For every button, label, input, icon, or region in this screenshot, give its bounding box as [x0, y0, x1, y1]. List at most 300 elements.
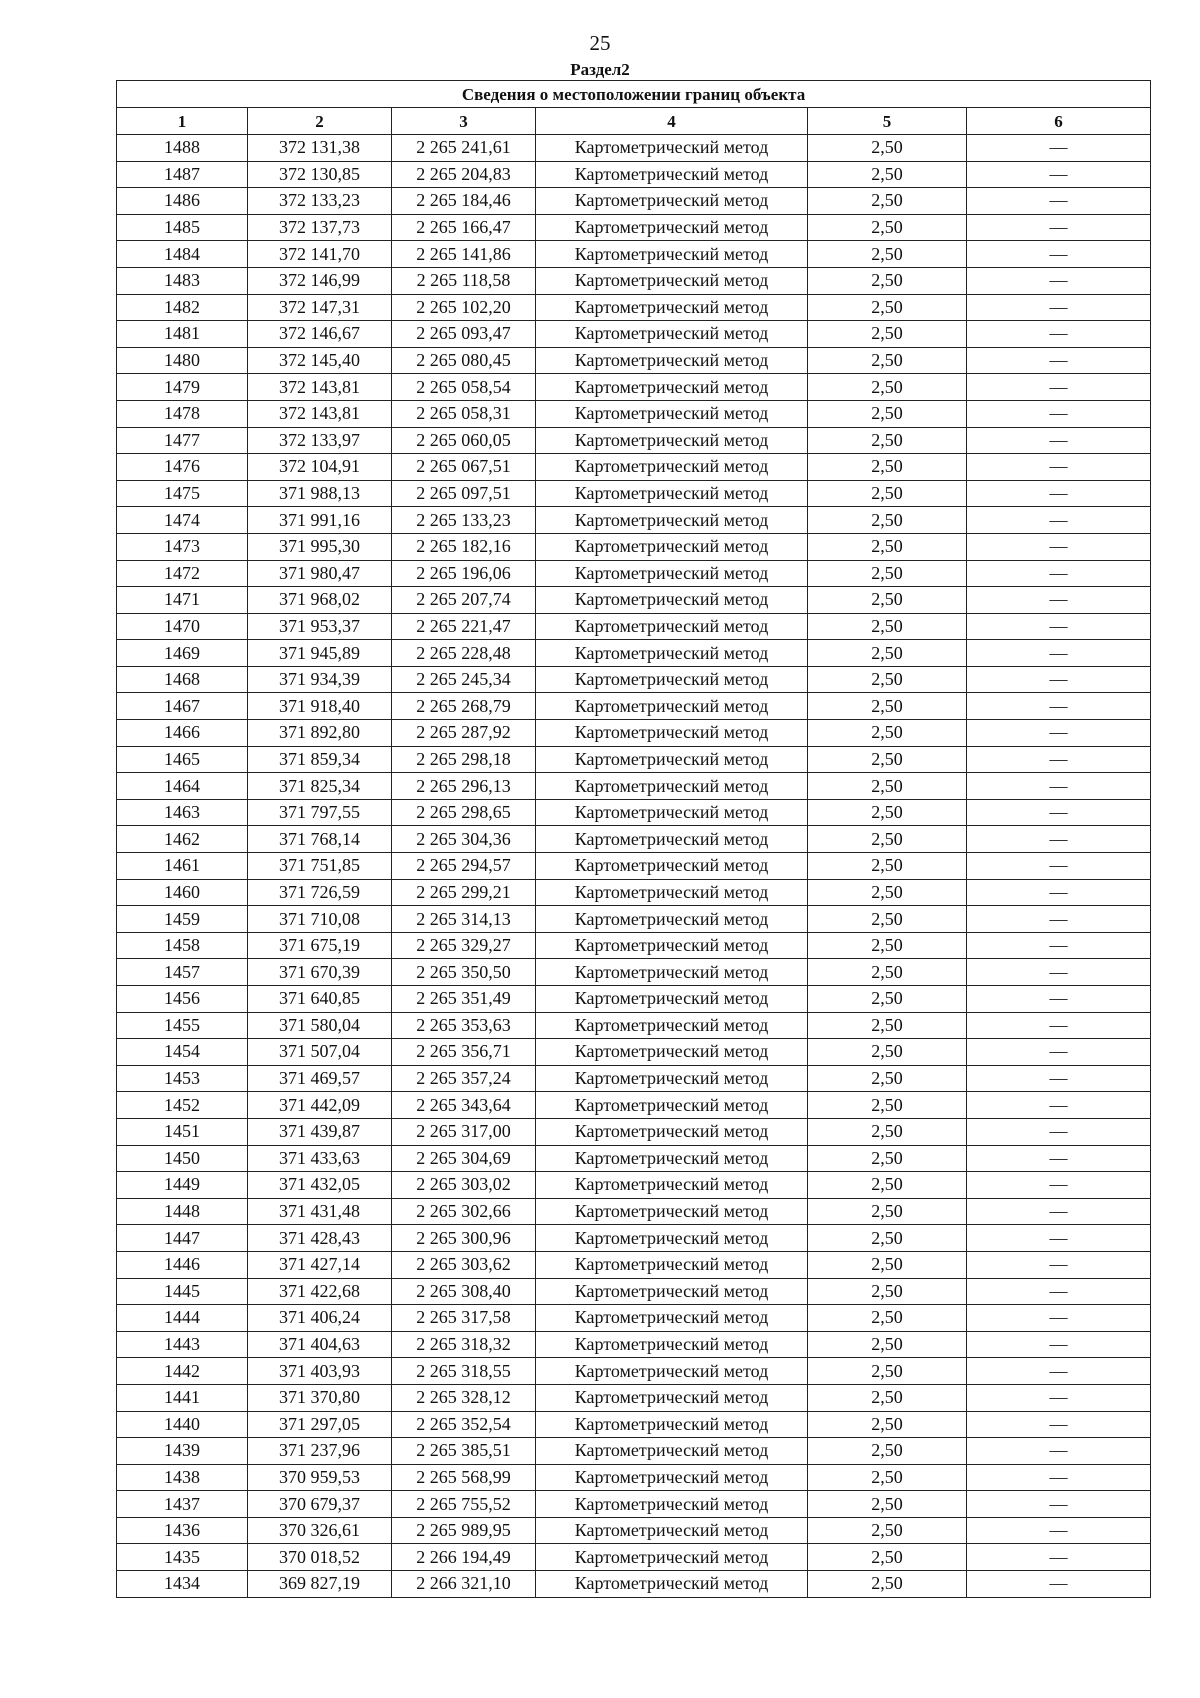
cell-description: — [967, 986, 1151, 1013]
cell-accuracy: 2,50 [808, 1251, 967, 1278]
cell-accuracy: 2,50 [808, 906, 967, 933]
cell-x-coordinate: 372 141,70 [248, 241, 392, 268]
cell-x-coordinate: 371 980,47 [248, 560, 392, 587]
cell-accuracy: 2,50 [808, 1517, 967, 1544]
table-row [117, 1145, 1151, 1172]
table-row [117, 1012, 1151, 1039]
cell-y-coordinate: 2 265 357,24 [392, 1065, 536, 1092]
table-row [117, 1092, 1151, 1119]
cell-y-coordinate: 2 265 318,55 [392, 1358, 536, 1385]
cell-y-coordinate: 2 265 299,21 [392, 879, 536, 906]
cell-point-number: 1462 [117, 826, 248, 853]
cell-description: — [967, 693, 1151, 720]
cell-accuracy: 2,50 [808, 1384, 967, 1411]
column-header-y: 3 [392, 108, 536, 135]
cell-point-number: 1438 [117, 1464, 248, 1491]
cell-point-number: 1487 [117, 161, 248, 188]
cell-accuracy: 2,50 [808, 1544, 967, 1571]
cell-method: Картометрический метод [536, 241, 808, 268]
cell-x-coordinate: 372 146,67 [248, 321, 392, 348]
cell-point-number: 1464 [117, 773, 248, 800]
table-row [117, 400, 1151, 427]
cell-y-coordinate: 2 265 102,20 [392, 294, 536, 321]
cell-description: — [967, 1145, 1151, 1172]
cell-accuracy: 2,50 [808, 400, 967, 427]
table-row [117, 746, 1151, 773]
cell-method: Картометрический метод [536, 1331, 808, 1358]
cell-x-coordinate: 371 953,37 [248, 613, 392, 640]
cell-x-coordinate: 371 237,96 [248, 1438, 392, 1465]
cell-description: — [967, 1411, 1151, 1438]
cell-x-coordinate: 371 945,89 [248, 640, 392, 667]
cell-x-coordinate: 372 133,23 [248, 188, 392, 215]
cell-description: — [967, 1517, 1151, 1544]
cell-accuracy: 2,50 [808, 1145, 967, 1172]
table-row [117, 1065, 1151, 1092]
cell-y-coordinate: 2 265 302,66 [392, 1198, 536, 1225]
cell-point-number: 1458 [117, 932, 248, 959]
cell-x-coordinate: 371 934,39 [248, 666, 392, 693]
cell-x-coordinate: 371 991,16 [248, 507, 392, 534]
cell-y-coordinate: 2 265 318,32 [392, 1331, 536, 1358]
cell-point-number: 1442 [117, 1358, 248, 1385]
table-caption: Сведения о местоположении границ объекта [117, 81, 1151, 108]
cell-method: Картометрический метод [536, 932, 808, 959]
cell-point-number: 1445 [117, 1278, 248, 1305]
table-row [117, 1464, 1151, 1491]
cell-y-coordinate: 2 265 303,02 [392, 1172, 536, 1199]
cell-accuracy: 2,50 [808, 1172, 967, 1199]
cell-y-coordinate: 2 265 568,99 [392, 1464, 536, 1491]
column-header-row [117, 108, 1151, 135]
cell-description: — [967, 746, 1151, 773]
cell-x-coordinate: 371 726,59 [248, 879, 392, 906]
cell-accuracy: 2,50 [808, 161, 967, 188]
cell-description: — [967, 214, 1151, 241]
table-row [117, 560, 1151, 587]
cell-method: Картометрический метод [536, 1571, 808, 1598]
cell-method: Картометрический метод [536, 1278, 808, 1305]
cell-description: — [967, 1491, 1151, 1518]
table-row [117, 1305, 1151, 1332]
cell-point-number: 1475 [117, 480, 248, 507]
cell-point-number: 1481 [117, 321, 248, 348]
cell-method: Картометрический метод [536, 480, 808, 507]
cell-accuracy: 2,50 [808, 427, 967, 454]
cell-description: — [967, 640, 1151, 667]
table-row [117, 853, 1151, 880]
cell-description: — [967, 773, 1151, 800]
cell-accuracy: 2,50 [808, 1411, 967, 1438]
table-row [117, 932, 1151, 959]
cell-y-coordinate: 2 265 317,58 [392, 1305, 536, 1332]
cell-x-coordinate: 371 428,43 [248, 1225, 392, 1252]
cell-point-number: 1479 [117, 374, 248, 401]
cell-accuracy: 2,50 [808, 640, 967, 667]
table-row [117, 161, 1151, 188]
cell-accuracy: 2,50 [808, 799, 967, 826]
cell-y-coordinate: 2 265 308,40 [392, 1278, 536, 1305]
table-row [117, 1039, 1151, 1066]
cell-description: — [967, 906, 1151, 933]
table-row [117, 986, 1151, 1013]
cell-method: Картометрический метод [536, 1092, 808, 1119]
cell-x-coordinate: 371 427,14 [248, 1251, 392, 1278]
cell-y-coordinate: 2 265 303,62 [392, 1251, 536, 1278]
cell-y-coordinate: 2 265 329,27 [392, 932, 536, 959]
cell-accuracy: 2,50 [808, 454, 967, 481]
table-row [117, 321, 1151, 348]
cell-point-number: 1441 [117, 1384, 248, 1411]
cell-x-coordinate: 370 018,52 [248, 1544, 392, 1571]
cell-y-coordinate: 2 265 133,23 [392, 507, 536, 534]
cell-method: Картометрический метод [536, 347, 808, 374]
column-header-x: 2 [248, 108, 392, 135]
cell-accuracy: 2,50 [808, 1438, 967, 1465]
table-row [117, 1225, 1151, 1252]
cell-x-coordinate: 371 768,14 [248, 826, 392, 853]
cell-x-coordinate: 371 403,93 [248, 1358, 392, 1385]
cell-y-coordinate: 2 265 058,54 [392, 374, 536, 401]
cell-x-coordinate: 372 146,99 [248, 267, 392, 294]
table-row [117, 773, 1151, 800]
table-row [117, 879, 1151, 906]
cell-description: — [967, 720, 1151, 747]
cell-description: — [967, 932, 1151, 959]
cell-point-number: 1457 [117, 959, 248, 986]
cell-method: Картометрический метод [536, 666, 808, 693]
cell-point-number: 1444 [117, 1305, 248, 1332]
cell-y-coordinate: 2 265 060,05 [392, 427, 536, 454]
cell-description: — [967, 1118, 1151, 1145]
table-row [117, 666, 1151, 693]
cell-description: — [967, 507, 1151, 534]
cell-method: Картометрический метод [536, 879, 808, 906]
cell-method: Картометрический метод [536, 906, 808, 933]
table-row [117, 135, 1151, 162]
cell-y-coordinate: 2 265 385,51 [392, 1438, 536, 1465]
cell-accuracy: 2,50 [808, 932, 967, 959]
cell-point-number: 1460 [117, 879, 248, 906]
cell-description: — [967, 1331, 1151, 1358]
cell-method: Картометрический метод [536, 640, 808, 667]
cell-point-number: 1446 [117, 1251, 248, 1278]
cell-method: Картометрический метод [536, 799, 808, 826]
cell-x-coordinate: 371 892,80 [248, 720, 392, 747]
column-header-point: 1 [117, 108, 248, 135]
cell-method: Картометрический метод [536, 454, 808, 481]
cell-y-coordinate: 2 265 097,51 [392, 480, 536, 507]
cell-description: — [967, 480, 1151, 507]
table-row [117, 374, 1151, 401]
table-row [117, 640, 1151, 667]
cell-x-coordinate: 370 959,53 [248, 1464, 392, 1491]
cell-x-coordinate: 371 918,40 [248, 693, 392, 720]
cell-y-coordinate: 2 265 317,00 [392, 1118, 536, 1145]
cell-method: Картометрический метод [536, 400, 808, 427]
cell-y-coordinate: 2 265 058,31 [392, 400, 536, 427]
cell-x-coordinate: 371 751,85 [248, 853, 392, 880]
cell-method: Картометрический метод [536, 1358, 808, 1385]
cell-point-number: 1447 [117, 1225, 248, 1252]
cell-description: — [967, 374, 1151, 401]
cell-point-number: 1453 [117, 1065, 248, 1092]
cell-y-coordinate: 2 265 268,79 [392, 693, 536, 720]
cell-point-number: 1478 [117, 400, 248, 427]
cell-point-number: 1435 [117, 1544, 248, 1571]
cell-accuracy: 2,50 [808, 1039, 967, 1066]
cell-method: Картометрический метод [536, 1145, 808, 1172]
cell-point-number: 1459 [117, 906, 248, 933]
cell-accuracy: 2,50 [808, 374, 967, 401]
cell-description: — [967, 560, 1151, 587]
cell-method: Картометрический метод [536, 746, 808, 773]
cell-point-number: 1473 [117, 533, 248, 560]
cell-description: — [967, 135, 1151, 162]
cell-method: Картометрический метод [536, 1305, 808, 1332]
table-row [117, 613, 1151, 640]
cell-x-coordinate: 371 297,05 [248, 1411, 392, 1438]
cell-description: — [967, 241, 1151, 268]
cell-description: — [967, 587, 1151, 614]
cell-point-number: 1439 [117, 1438, 248, 1465]
cell-y-coordinate: 2 266 194,49 [392, 1544, 536, 1571]
cell-y-coordinate: 2 265 296,13 [392, 773, 536, 800]
column-header-method: 4 [536, 108, 808, 135]
cell-y-coordinate: 2 265 196,06 [392, 560, 536, 587]
cell-x-coordinate: 371 439,87 [248, 1118, 392, 1145]
table-row [117, 1517, 1151, 1544]
table-row [117, 587, 1151, 614]
table-row [117, 241, 1151, 268]
section-title: Раздел2 [570, 60, 630, 79]
cell-y-coordinate: 2 265 228,48 [392, 640, 536, 667]
cell-x-coordinate: 371 640,85 [248, 986, 392, 1013]
table-row [117, 1438, 1151, 1465]
cell-x-coordinate: 371 675,19 [248, 932, 392, 959]
cell-y-coordinate: 2 265 294,57 [392, 853, 536, 880]
cell-description: — [967, 1172, 1151, 1199]
cell-y-coordinate: 2 265 298,65 [392, 799, 536, 826]
table-row [117, 427, 1151, 454]
cell-accuracy: 2,50 [808, 347, 967, 374]
cell-point-number: 1486 [117, 188, 248, 215]
cell-method: Картометрический метод [536, 1464, 808, 1491]
cell-description: — [967, 1305, 1151, 1332]
cell-accuracy: 2,50 [808, 773, 967, 800]
cell-x-coordinate: 371 469,57 [248, 1065, 392, 1092]
cell-accuracy: 2,50 [808, 1358, 967, 1385]
cell-description: — [967, 533, 1151, 560]
table-row [117, 906, 1151, 933]
cell-method: Картометрический метод [536, 374, 808, 401]
cell-description: — [967, 188, 1151, 215]
cell-point-number: 1485 [117, 214, 248, 241]
cell-method: Картометрический метод [536, 773, 808, 800]
cell-method: Картометрический метод [536, 1411, 808, 1438]
cell-y-coordinate: 2 265 118,58 [392, 267, 536, 294]
cell-point-number: 1483 [117, 267, 248, 294]
cell-accuracy: 2,50 [808, 1571, 967, 1598]
cell-point-number: 1452 [117, 1092, 248, 1119]
cell-y-coordinate: 2 265 204,83 [392, 161, 536, 188]
table-row [117, 188, 1151, 215]
cell-description: — [967, 1092, 1151, 1119]
cell-x-coordinate: 371 859,34 [248, 746, 392, 773]
cell-method: Картометрический метод [536, 959, 808, 986]
cell-description: — [967, 1544, 1151, 1571]
table-row [117, 1118, 1151, 1145]
cell-y-coordinate: 2 265 245,34 [392, 666, 536, 693]
cell-point-number: 1466 [117, 720, 248, 747]
cell-point-number: 1455 [117, 1012, 248, 1039]
cell-method: Картометрический метод [536, 1012, 808, 1039]
cell-accuracy: 2,50 [808, 135, 967, 162]
boundary-coordinates-table [116, 80, 1151, 1598]
cell-point-number: 1484 [117, 241, 248, 268]
cell-x-coordinate: 372 143,81 [248, 400, 392, 427]
cell-x-coordinate: 371 710,08 [248, 906, 392, 933]
cell-description: — [967, 1198, 1151, 1225]
cell-x-coordinate: 372 104,91 [248, 454, 392, 481]
cell-point-number: 1472 [117, 560, 248, 587]
cell-accuracy: 2,50 [808, 1491, 967, 1518]
cell-y-coordinate: 2 265 304,36 [392, 826, 536, 853]
cell-x-coordinate: 372 145,40 [248, 347, 392, 374]
cell-method: Картометрический метод [536, 214, 808, 241]
cell-accuracy: 2,50 [808, 294, 967, 321]
cell-description: — [967, 613, 1151, 640]
cell-x-coordinate: 372 137,73 [248, 214, 392, 241]
table-row [117, 1251, 1151, 1278]
cell-y-coordinate: 2 265 287,92 [392, 720, 536, 747]
cell-accuracy: 2,50 [808, 986, 967, 1013]
table-row [117, 1278, 1151, 1305]
cell-x-coordinate: 371 404,63 [248, 1331, 392, 1358]
cell-accuracy: 2,50 [808, 613, 967, 640]
cell-accuracy: 2,50 [808, 1118, 967, 1145]
cell-y-coordinate: 2 265 080,45 [392, 347, 536, 374]
cell-method: Картометрический метод [536, 1544, 808, 1571]
cell-y-coordinate: 2 265 166,47 [392, 214, 536, 241]
cell-description: — [967, 666, 1151, 693]
cell-point-number: 1437 [117, 1491, 248, 1518]
cell-method: Картометрический метод [536, 188, 808, 215]
cell-y-coordinate: 2 265 350,50 [392, 959, 536, 986]
cell-accuracy: 2,50 [808, 853, 967, 880]
cell-method: Картометрический метод [536, 853, 808, 880]
cell-y-coordinate: 2 265 352,54 [392, 1411, 536, 1438]
cell-point-number: 1451 [117, 1118, 248, 1145]
cell-description: — [967, 400, 1151, 427]
cell-y-coordinate: 2 265 328,12 [392, 1384, 536, 1411]
cell-y-coordinate: 2 265 067,51 [392, 454, 536, 481]
table-body [117, 135, 1151, 1598]
cell-y-coordinate: 2 265 353,63 [392, 1012, 536, 1039]
cell-x-coordinate: 371 968,02 [248, 587, 392, 614]
cell-point-number: 1482 [117, 294, 248, 321]
cell-accuracy: 2,50 [808, 746, 967, 773]
cell-method: Картометрический метод [536, 587, 808, 614]
cell-description: — [967, 826, 1151, 853]
cell-method: Картометрический метод [536, 427, 808, 454]
table-row [117, 693, 1151, 720]
cell-x-coordinate: 370 326,61 [248, 1517, 392, 1544]
cell-y-coordinate: 2 265 351,49 [392, 986, 536, 1013]
cell-accuracy: 2,50 [808, 1278, 967, 1305]
cell-method: Картометрический метод [536, 1517, 808, 1544]
cell-x-coordinate: 371 370,80 [248, 1384, 392, 1411]
cell-point-number: 1465 [117, 746, 248, 773]
table-row [117, 1491, 1151, 1518]
cell-method: Картометрический метод [536, 1118, 808, 1145]
cell-point-number: 1467 [117, 693, 248, 720]
cell-method: Картометрический метод [536, 533, 808, 560]
cell-method: Картометрический метод [536, 267, 808, 294]
cell-method: Картометрический метод [536, 135, 808, 162]
cell-x-coordinate: 371 431,48 [248, 1198, 392, 1225]
cell-y-coordinate: 2 265 093,47 [392, 321, 536, 348]
cell-accuracy: 2,50 [808, 1092, 967, 1119]
cell-method: Картометрический метод [536, 1384, 808, 1411]
cell-method: Картометрический метод [536, 613, 808, 640]
table-row [117, 347, 1151, 374]
cell-point-number: 1470 [117, 613, 248, 640]
cell-accuracy: 2,50 [808, 720, 967, 747]
cell-y-coordinate: 2 265 298,18 [392, 746, 536, 773]
cell-method: Картометрический метод [536, 560, 808, 587]
cell-accuracy: 2,50 [808, 1225, 967, 1252]
cell-description: — [967, 1012, 1151, 1039]
cell-method: Картометрический метод [536, 826, 808, 853]
cell-accuracy: 2,50 [808, 826, 967, 853]
cell-method: Картометрический метод [536, 507, 808, 534]
cell-description: — [967, 1571, 1151, 1598]
cell-accuracy: 2,50 [808, 507, 967, 534]
cell-point-number: 1443 [117, 1331, 248, 1358]
cell-method: Картометрический метод [536, 1225, 808, 1252]
cell-accuracy: 2,50 [808, 533, 967, 560]
cell-x-coordinate: 371 988,13 [248, 480, 392, 507]
cell-accuracy: 2,50 [808, 1065, 967, 1092]
cell-x-coordinate: 369 827,19 [248, 1571, 392, 1598]
table-row [117, 1358, 1151, 1385]
cell-y-coordinate: 2 265 356,71 [392, 1039, 536, 1066]
cell-description: — [967, 1039, 1151, 1066]
cell-description: — [967, 1464, 1151, 1491]
cell-y-coordinate: 2 265 300,96 [392, 1225, 536, 1252]
cell-accuracy: 2,50 [808, 480, 967, 507]
cell-method: Картометрический метод [536, 294, 808, 321]
table-row [117, 1544, 1151, 1571]
cell-description: — [967, 959, 1151, 986]
cell-y-coordinate: 2 266 321,10 [392, 1571, 536, 1598]
cell-point-number: 1463 [117, 799, 248, 826]
cell-y-coordinate: 2 265 141,86 [392, 241, 536, 268]
cell-x-coordinate: 371 825,34 [248, 773, 392, 800]
cell-x-coordinate: 371 433,63 [248, 1145, 392, 1172]
cell-x-coordinate: 371 406,24 [248, 1305, 392, 1332]
cell-point-number: 1448 [117, 1198, 248, 1225]
cell-method: Картометрический метод [536, 1438, 808, 1465]
table-row [117, 720, 1151, 747]
table-row [117, 1411, 1151, 1438]
cell-description: — [967, 347, 1151, 374]
table-row [117, 1571, 1151, 1598]
cell-y-coordinate: 2 265 207,74 [392, 587, 536, 614]
cell-x-coordinate: 371 580,04 [248, 1012, 392, 1039]
cell-x-coordinate: 371 432,05 [248, 1172, 392, 1199]
